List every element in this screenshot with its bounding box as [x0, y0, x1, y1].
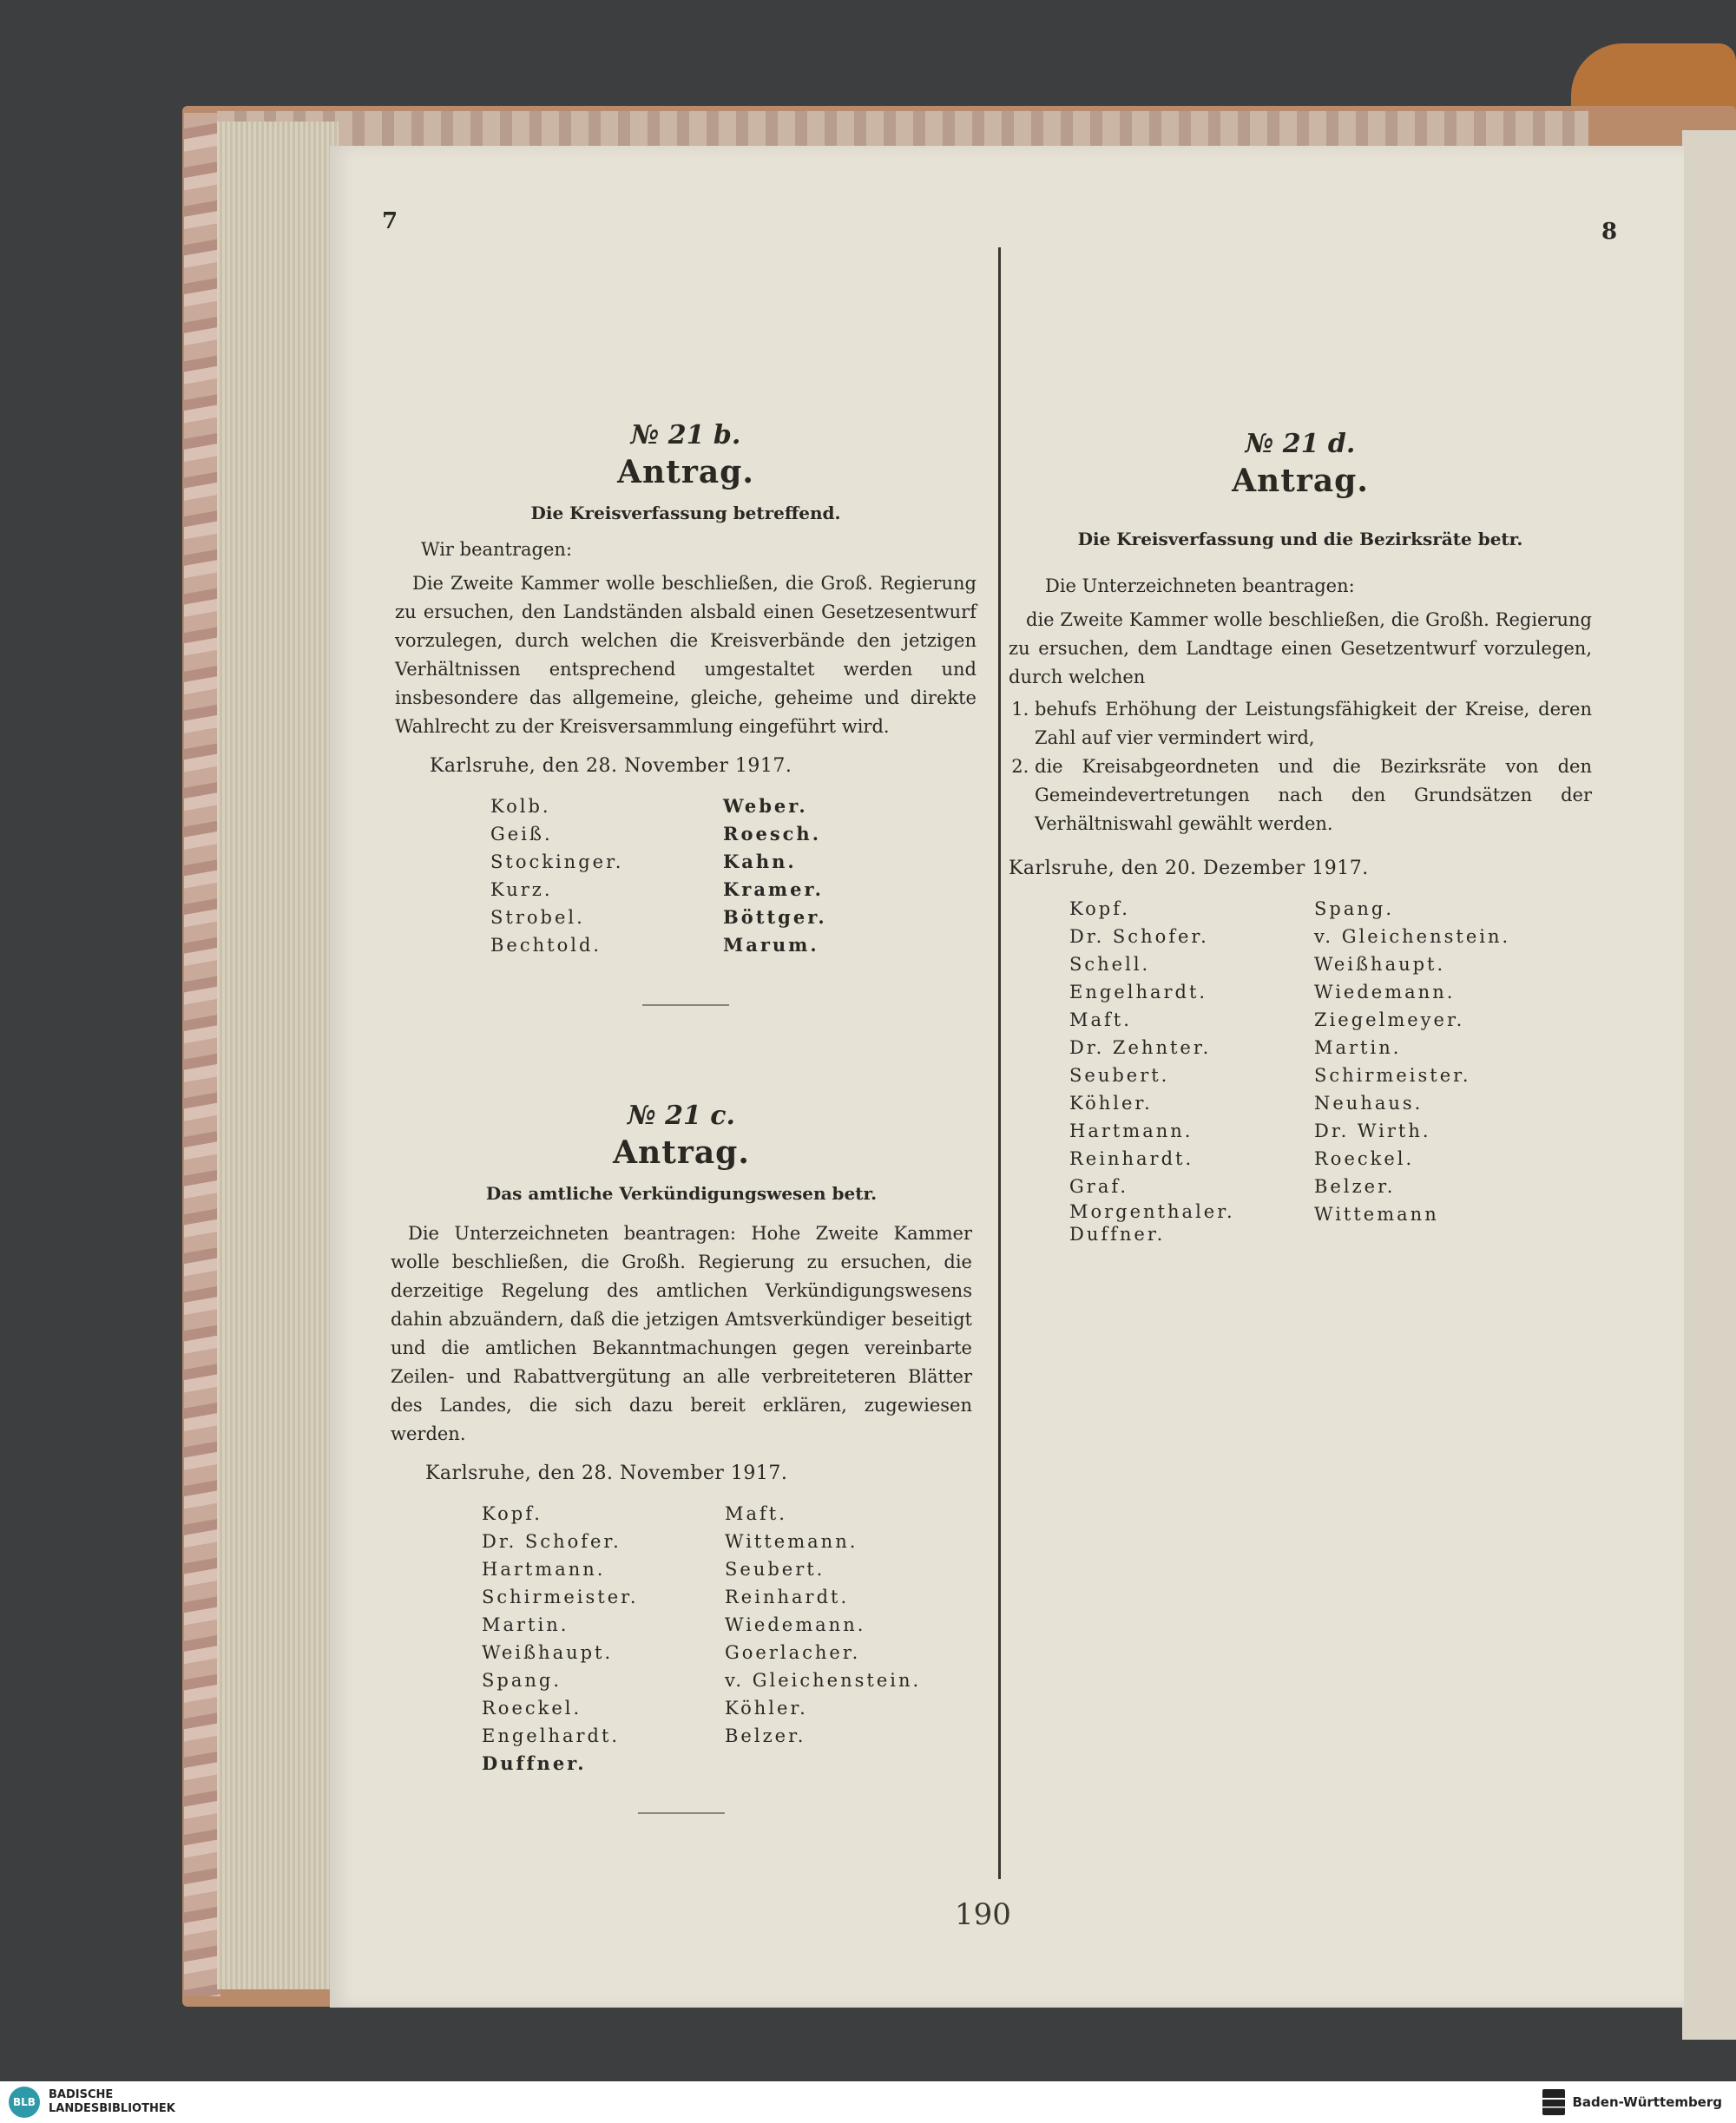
section-title: Antrag.	[617, 454, 754, 490]
signature: Stockinger.	[490, 851, 624, 872]
signature: Geiß.	[490, 824, 553, 845]
signature: Neuhaus.	[1314, 1093, 1424, 1114]
section-intro: Die Unterzeichneten beantragen:	[1045, 575, 1355, 596]
page-number-right: 8	[1601, 219, 1618, 245]
signature: Weißhaupt.	[482, 1642, 614, 1663]
item-list	[1009, 695, 1592, 838]
list-item: 2. die Kreisabgeordneten und die Bezirksräte von den Gemeindevertretungen nach den Grundsätzen der Verhältniswahl gewählt werden.	[1035, 753, 1592, 838]
signature: Marum.	[723, 934, 819, 956]
section-body: die Zweite Kammer wolle beschließen, die Großh. Regierung zu ersuchen, dem Landtage einen Gesetzentwurf vorzulegen, durch welchen	[1009, 609, 1592, 687]
section-subject: Das amtliche Verkündigungswesen betr.	[485, 1183, 878, 1204]
signatures-right	[1314, 895, 1510, 1246]
signature: Seubert.	[1069, 1065, 1170, 1086]
signature: Kramer.	[723, 878, 824, 900]
signatures	[391, 1500, 972, 1778]
signature: Dr. Schofer.	[1069, 926, 1209, 947]
signature: Spang.	[1314, 898, 1394, 919]
signature: Dr. Schofer.	[482, 1531, 621, 1552]
signature: Bechtold.	[490, 935, 602, 956]
signature: Martin.	[1314, 1037, 1402, 1058]
signature: Engelhardt.	[482, 1725, 621, 1746]
signature: Belzer.	[1314, 1176, 1396, 1197]
signature: Wiedemann.	[1314, 982, 1456, 1002]
signature: Kurz.	[490, 879, 553, 900]
section-number: № 21 c.	[628, 1101, 735, 1131]
signature: Hartmann.	[1069, 1121, 1194, 1141]
signature: v. Gleichenstein.	[725, 1670, 922, 1691]
signature: Roeckel.	[482, 1698, 582, 1719]
signature: Spang.	[482, 1670, 562, 1691]
section-21b	[395, 420, 976, 1006]
signature: Engelhardt.	[1069, 982, 1208, 1002]
state-name: Baden-Württemberg	[1572, 2094, 1722, 2110]
signature: Köhler.	[725, 1698, 808, 1719]
signature: Wittemann	[1314, 1204, 1439, 1225]
signatures-right	[725, 1500, 921, 1778]
marbled-edge	[184, 113, 220, 1996]
signature: Maft.	[725, 1503, 787, 1524]
signature: Dr. Zehnter.	[1069, 1037, 1212, 1058]
section-subject: Die Kreisverfassung betreffend.	[530, 503, 841, 523]
list-item: 1. behufs Erhöhung der Leistungsfähigkeit der Kreise, deren Zahl auf vier vermindert wird,	[1035, 695, 1592, 753]
signature: Köhler.	[1069, 1093, 1153, 1114]
signature: Böttger.	[723, 906, 827, 928]
signature: Seubert.	[725, 1559, 825, 1580]
signature: Schirmeister.	[1314, 1065, 1471, 1086]
signature: Wittemann.	[725, 1531, 858, 1552]
signature: v. Gleichenstein.	[1314, 926, 1511, 947]
signatures-left	[490, 792, 723, 959]
section-number: № 21 b.	[630, 420, 741, 450]
section-number: № 21 d.	[1245, 429, 1356, 459]
signature: Belzer.	[725, 1725, 806, 1746]
signature: Schirmeister.	[482, 1587, 639, 1607]
signatures	[395, 792, 976, 959]
signatures-right	[723, 792, 827, 959]
column-divider	[998, 247, 1001, 1879]
library-name-line1: BADISCHE	[49, 2088, 114, 2101]
signature: Kolb.	[490, 796, 551, 817]
library-logo-link[interactable]	[9, 2087, 175, 2118]
signature: Kopf.	[1069, 898, 1130, 919]
signature: Martin.	[482, 1614, 569, 1635]
page-stack	[217, 122, 339, 1989]
section-separator	[642, 1004, 729, 1006]
printed-page-number: 190	[955, 1897, 1011, 1932]
signature: Strobel.	[490, 907, 585, 928]
signature: Morgenthaler.	[1069, 1201, 1235, 1222]
blb-logo-icon: BLB	[9, 2087, 40, 2118]
section-title: Antrag.	[613, 1134, 750, 1171]
library-name	[49, 2088, 175, 2116]
signature: Reinhardt.	[1069, 1148, 1194, 1169]
signatures-left	[1069, 895, 1314, 1246]
signature: Hartmann.	[482, 1559, 606, 1580]
signature: Duffner.	[1069, 1224, 1166, 1245]
section-intro: Wir beantragen:	[421, 539, 573, 560]
page-number-left: 7	[382, 208, 398, 234]
section-subject: Die Kreisverfassung und die Bezirksräte betr.	[1077, 529, 1523, 549]
signature: Maft.	[1069, 1009, 1132, 1030]
section-separator	[638, 1812, 725, 1814]
section-body: Die Zweite Kammer wolle beschließen, die Groß. Regierung zu ersuchen, den Landständen alsbald einen Gesetzesentwurf vorzulegen, durch welchen die Kreisverbände den jetzigen Verhältnissen entsprechend umgestaltet werden und insbesondere das allgemeine, gleiche, geheime und direkte Wahlrecht zu der Kreisversammlung eingeführt wird.	[395, 573, 976, 737]
signature: Goerlacher.	[725, 1642, 861, 1663]
signature: Ziegelmeyer.	[1314, 1009, 1465, 1030]
section-body: Die Unterzeichneten beantragen: Hohe Zweite Kammer wolle beschließen, die Großh. Regierung zu ersuchen, die derzeitige Regelung des amtlichen Verkündigungswesens dahin abzuändern, daß die jetzigen Amtsverkündiger beseitigt und die amtlichen Bekanntmachungen gegen vereinbarte Zeilen- und Rabattvergütung an alle verbreiteteren Blätter des Landes, die sich dazu bereit erklären, zugewiesen werden.	[391, 1223, 972, 1444]
viewer-footer	[0, 2081, 1736, 2123]
signature: Dr. Wirth.	[1314, 1121, 1431, 1141]
signature: Weißhaupt.	[1314, 954, 1446, 975]
section-date: Karlsruhe, den 20. Dezember 1917.	[1009, 858, 1369, 879]
signature: Graf.	[1069, 1176, 1129, 1197]
signature: Roeckel.	[1314, 1148, 1415, 1169]
state-logo-link[interactable]	[1542, 2089, 1722, 2115]
section-title: Antrag.	[1232, 463, 1369, 499]
signature: Kopf.	[482, 1503, 542, 1524]
signature: Reinhardt.	[725, 1587, 850, 1607]
section-21c	[391, 1101, 972, 1814]
signature: Duffner.	[482, 1752, 587, 1774]
signature: Wiedemann.	[725, 1614, 866, 1635]
signatures	[1009, 895, 1592, 1246]
signatures-left	[482, 1500, 725, 1778]
section-21d	[1009, 429, 1592, 1246]
signature: Roesch.	[723, 823, 822, 845]
signature: Schell.	[1069, 954, 1151, 975]
section-date: Karlsruhe, den 28. November 1917.	[425, 1462, 788, 1484]
book-top-edge	[217, 111, 1588, 146]
section-date: Karlsruhe, den 28. November 1917.	[430, 755, 792, 777]
library-name-line2: LANDESBIBLIOTHEK	[49, 2102, 175, 2115]
next-page-edge	[1682, 130, 1736, 2040]
state-crest-icon	[1542, 2089, 1565, 2115]
signature: Kahn.	[723, 851, 797, 872]
signature: Weber.	[723, 795, 808, 817]
